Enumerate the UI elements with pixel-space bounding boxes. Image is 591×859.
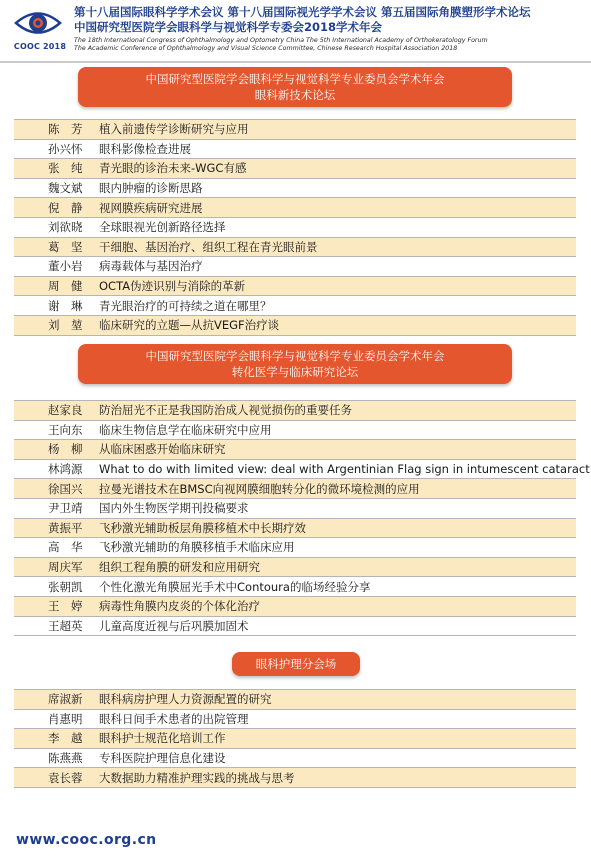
speaker-row [14, 519, 576, 539]
talk-topic: 视网膜疾病研究进展 [99, 200, 203, 215]
speaker-row [14, 440, 576, 460]
talk-topic: 眼科影像检查进展 [99, 141, 191, 156]
talk-topic: 专科医院护理信息化建设 [99, 751, 226, 766]
speaker-row [14, 460, 590, 480]
speaker-name: 林鸿源 [48, 462, 83, 477]
talk-topic: 眼内肿瘤的诊断思路 [99, 181, 203, 196]
talk-topic: 儿童高度近视与后巩膜加固术 [99, 618, 249, 633]
talk-topic: 临床研究的立题—从抗VEGF治疗谈 [99, 318, 280, 333]
talk-topic: 大数据助力精准护理实践的挑战与思考 [99, 770, 295, 785]
page-footer [0, 826, 591, 859]
conference-title: 第十八届国际眼科学学术会议 第十八届国际视光学学术会议 第五届国际角膜塑形学术论坛 [74, 5, 531, 19]
speaker-name: 刘欲晓 [48, 220, 83, 235]
banner-line-1: 中国研究型医院学会眼科学与视觉科学专业委员会学术年会 [145, 349, 445, 363]
section-banner-nursing [232, 652, 360, 676]
speaker-row [14, 140, 576, 160]
talk-topic: OCTA伪迹识别与消除的革新 [99, 279, 246, 294]
speaker-name: 高 华 [48, 540, 83, 555]
talk-topic: What to do with limited view: deal with Argentinian Flag sign in intumescent cataract [99, 462, 590, 477]
speaker-name: 谢 琳 [48, 298, 83, 313]
talk-topic: 青光眼的诊治未来-WGC有感 [99, 161, 247, 176]
speaker-name: 席淑新 [48, 692, 83, 707]
speaker-name: 倪 静 [48, 200, 83, 215]
talk-topic: 病毒载体与基因治疗 [99, 259, 203, 274]
speaker-row [14, 597, 576, 617]
speaker-row [14, 729, 576, 749]
speaker-row [14, 179, 576, 199]
logo-text: COOC 2018 [13, 42, 67, 51]
talk-topic: 青光眼治疗的可持续之道在哪里？ [99, 298, 272, 313]
speaker-name: 刘 堃 [48, 318, 83, 333]
speaker-row [14, 538, 576, 558]
speaker-name: 张 纯 [48, 161, 83, 176]
speaker-row [14, 218, 576, 238]
banner-line-2: 转化医学与临床研究论坛 [231, 365, 359, 379]
speaker-name: 董小岩 [48, 259, 83, 274]
speaker-row [14, 558, 576, 578]
talk-topic: 病毒性角膜内皮炎的个体化治疗 [99, 599, 260, 614]
speaker-row [14, 238, 576, 258]
speaker-name: 袁长蓉 [48, 770, 83, 785]
speaker-name: 王 婷 [48, 599, 83, 614]
speaker-row [14, 710, 576, 730]
talk-topic: 国内外生物医学期刊投稿要求 [99, 501, 249, 516]
talk-topic: 眼科病房护理人力资源配置的研究 [99, 692, 272, 707]
conference-subtitle-1: The 18th International Congress of Ophthalmology and Optometry China The 5th International Academy of Orthokeratology Forum [74, 37, 488, 44]
speaker-row [14, 768, 576, 788]
banner-line-1: 眼科护理分会场 [255, 657, 337, 671]
talk-topic: 防治屈光不正是我国防治成人视觉损伤的重要任务 [99, 403, 352, 418]
talk-topic: 飞秒激光辅助板层角膜移植术中长期疗效 [99, 520, 306, 535]
speaker-name: 王向东 [48, 422, 83, 437]
conference-title-2: 中国研究型医院学会眼科学与视觉科学专委会2018学术年会 [74, 20, 383, 34]
speaker-name: 赵家良 [48, 403, 83, 418]
talk-topic: 干细胞、基因治疗、组织工程在青光眼前景 [99, 239, 318, 254]
banner-line-1: 中国研究型医院学会眼科学与视觉科学专业委员会学术年会 [145, 72, 445, 86]
speaker-row [14, 479, 576, 499]
speaker-name: 陈 芳 [48, 122, 83, 137]
speaker-row [14, 257, 576, 277]
talk-topic: 眼科护士规范化培训工作 [99, 731, 226, 746]
speaker-row [14, 277, 576, 297]
talk-topic: 植入前遗传学诊断研究与应用 [99, 122, 249, 137]
speaker-list-new-tech [14, 119, 576, 336]
speaker-name: 张朝凯 [48, 579, 83, 594]
speaker-row [14, 159, 576, 179]
speaker-name: 孙兴怀 [48, 141, 83, 156]
header-divider [0, 61, 591, 63]
section-banner-new-tech [78, 67, 512, 107]
speaker-name: 李 越 [48, 731, 83, 746]
banner-line-2: 眼科新技术论坛 [254, 88, 336, 102]
speaker-list-nursing [14, 689, 576, 788]
talk-topic: 飞秒激光辅助的角膜移植手术临床应用 [99, 540, 295, 555]
talk-topic: 个性化激光角膜屈光手术中Contoura的临场经验分享 [99, 579, 371, 594]
speaker-list-translational [14, 400, 590, 636]
speaker-row [14, 499, 576, 519]
speaker-row [14, 120, 576, 140]
talk-topic: 眼科日间手术患者的出院管理 [99, 711, 249, 726]
speaker-row [14, 690, 576, 710]
conference-subtitle-2: The Academic Conference of Ophthalmology and Visual Science Committee, Chinese Research Hospital Association 2018 [74, 45, 458, 52]
talk-topic: 全球眼视光创新路径选择 [99, 220, 226, 235]
talk-topic: 组织工程角膜的研发和应用研究 [99, 560, 260, 575]
speaker-name: 黄振平 [48, 520, 83, 535]
speaker-name: 徐国兴 [48, 481, 83, 496]
eye-logo-icon [14, 8, 62, 38]
speaker-name: 杨 柳 [48, 442, 83, 457]
speaker-row [14, 617, 576, 637]
speaker-row [14, 577, 576, 597]
speaker-name: 尹卫靖 [48, 501, 83, 516]
talk-topic: 临床生物信息学在临床研究中应用 [99, 422, 272, 437]
page-header [0, 0, 591, 62]
talk-topic: 拉曼光谱技术在BMSC向视网膜细胞转分化的微环境检测的应用 [99, 481, 420, 496]
speaker-name: 葛 坚 [48, 239, 83, 254]
speaker-name: 周庆军 [48, 560, 83, 575]
section-banner-translational [78, 344, 512, 384]
website-link[interactable]: www.cooc.org.cn [16, 832, 157, 848]
speaker-name: 肖惠明 [48, 711, 83, 726]
speaker-name: 陈燕燕 [48, 751, 83, 766]
speaker-row [14, 316, 576, 336]
speaker-row [14, 296, 576, 316]
speaker-row [14, 749, 576, 769]
speaker-name: 王超英 [48, 618, 83, 633]
speaker-name: 周 健 [48, 279, 83, 294]
talk-topic: 从临床困惑开始临床研究 [99, 442, 226, 457]
speaker-row [14, 401, 576, 421]
cooc-logo [8, 6, 70, 54]
speaker-name: 魏文斌 [48, 181, 83, 196]
speaker-row [14, 421, 576, 441]
speaker-row [14, 198, 576, 218]
